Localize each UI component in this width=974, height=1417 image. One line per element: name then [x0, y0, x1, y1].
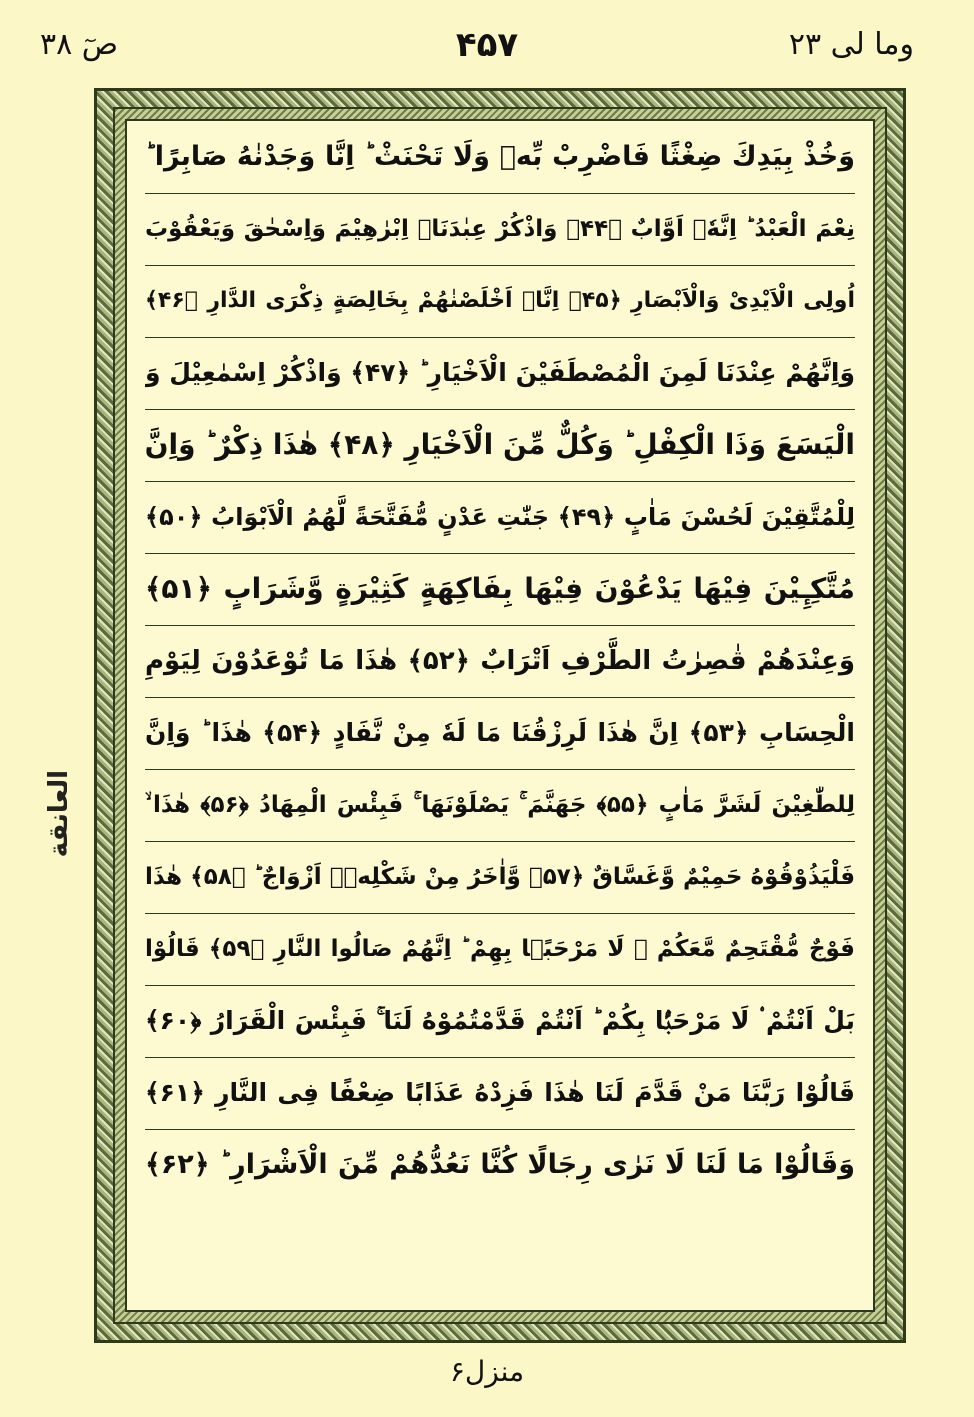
- text-line-10: لِلطّٰغِيْنَ لَشَرَّ مَاٰبٍ ﴿۵۵﴾ جَهَنَّمَ ۚ يَصْلَوْنَهَا ۚ فَبِئْسَ الْمِهَادُ ﴿۵۶﴾ هٰذَا ۙ: [145, 769, 855, 842]
- text-line-3: اُولِى الْاَيْدِىْ وَالْاَبْصَارِ ﴿۴۵﴾ اِنَّاۤ اَخْلَصْنٰهُمْ بِخَالِصَةٍ ذِكْرَى الدَّارِ ﴿۴۶﴾: [145, 265, 855, 338]
- ornamental-border: [94, 88, 906, 1343]
- text-line-15: وَقَالُوْا مَا لَنَا لَا نَرٰى رِجَالًا كُنَّا نَعُدُّهُمْ مِّنَ الْاَشْرَارِ ؕ ﴿۶۲﴾: [145, 1149, 855, 1180]
- juz-label: وما لی ۲۳: [788, 27, 914, 62]
- text-line-9: الْحِسَابِ ﴿۵۳﴾ اِنَّ هٰذَا لَرِزْقُنَا مَا لَهٗ مِنْ نَّفَادٍ ﴿۵۴﴾ هٰذَا ؕ وَاِنَّ: [145, 697, 855, 770]
- text-line-8: وَعِنْدَهُمْ قٰصِرٰتُ الطَّرْفِ اَتْرَابٌ ﴿۵۲﴾ هٰذَا مَا تُوْعَدُوْنَ لِيَوْمِ: [145, 625, 855, 698]
- text-line-5: الْيَسَعَ وَذَا الْكِفْلِ ؕ وَكُلٌّ مِّنَ الْاَخْيَارِ ﴿۴۸﴾ هٰذَا ذِكْرٌ ؕ وَاِنَّ: [145, 409, 855, 482]
- text-line-1: وَخُذْ بِيَدِكَ ضِغْثًا فَاضْرِبْ بِّهٖ وَلَا تَحْنَثْ ؕ اِنَّا وَجَدْنٰهُ صَابِرًا ؕ: [145, 121, 855, 194]
- surah-label: صٓ ۳۸: [40, 27, 119, 62]
- text-line-14: قَالُوْا رَبَّنَا مَنْ قَدَّمَ لَنَا هٰذَا فَزِدْهُ عَذَابًا ضِعْفًا فِى النَّارِ ﴿۶۱﴾: [145, 1057, 855, 1130]
- inner-border: [113, 107, 887, 1324]
- text-line-13: بَلْ اَنْتُمْ ۟ لَا مَرْحَبًۢا بِكُمْ ؕ اَنْتُمْ قَدَّمْتُمُوْهُ لَنَا ۚ فَبِئْسَ الْقَرَارُ ﴿۶۰﴾: [145, 985, 855, 1058]
- text-line-11: فَلْيَذُوْقُوْهُ حَمِيْمٌ وَّغَسَّاقٌ ﴿۵۷﴾ وَّاٰخَرُ مِنْ شَكْلِهٖۤ اَزْوَاجٌ ؕ ﴿۵۸﴾ هٰذَا: [145, 841, 855, 914]
- text-line-6: لِلْمُتَّقِيْنَ لَحُسْنَ مَاٰبٍ ﴿۴۹﴾ جَنّٰتِ عَدْنٍ مُّفَتَّحَةً لَّهُمُ الْاَبْوَابُ ﴿۵۰﴾: [145, 481, 855, 554]
- text-area: [125, 119, 875, 1312]
- text-line-12: فَوْجٌ مُّقْتَحِمٌ مَّعَكُمْ ۚ لَا مَرْحَبًۢا بِهِمْ ؕ اِنَّهُمْ صَالُوا النَّارِ ﴿۵۹﴾ قَالُوْا: [145, 913, 855, 986]
- page-number: ۴۵۷: [455, 25, 519, 65]
- text-line-2: نِعْمَ الْعَبْدُ ؕ اِنَّهٗۤ اَوَّابٌ ﴿۴۴﴾ وَاذْكُرْ عِبٰدَنَاۤ اِبْرٰهِيْمَ وَاِسْحٰقَ وَيَعْقُوْبَ: [145, 193, 855, 266]
- manzil-label: منزل۶: [449, 1355, 525, 1388]
- text-line-4: وَاِنَّهُمْ عِنْدَنَا لَمِنَ الْمُصْطَفَيْنَ الْاَخْيَارِ ؕ ﴿۴۷﴾ وَاذْكُرْ اِسْمٰعِيْلَ وَ: [145, 337, 855, 410]
- margin-label: العانقة: [44, 770, 74, 858]
- text-line-7: مُتَّكِـِٕيْنَ فِيْهَا يَدْعُوْنَ فِيْهَا بِفَاكِهَةٍ كَثِيْرَةٍ وَّشَرَابٍ ﴿۵۱﴾: [145, 553, 855, 626]
